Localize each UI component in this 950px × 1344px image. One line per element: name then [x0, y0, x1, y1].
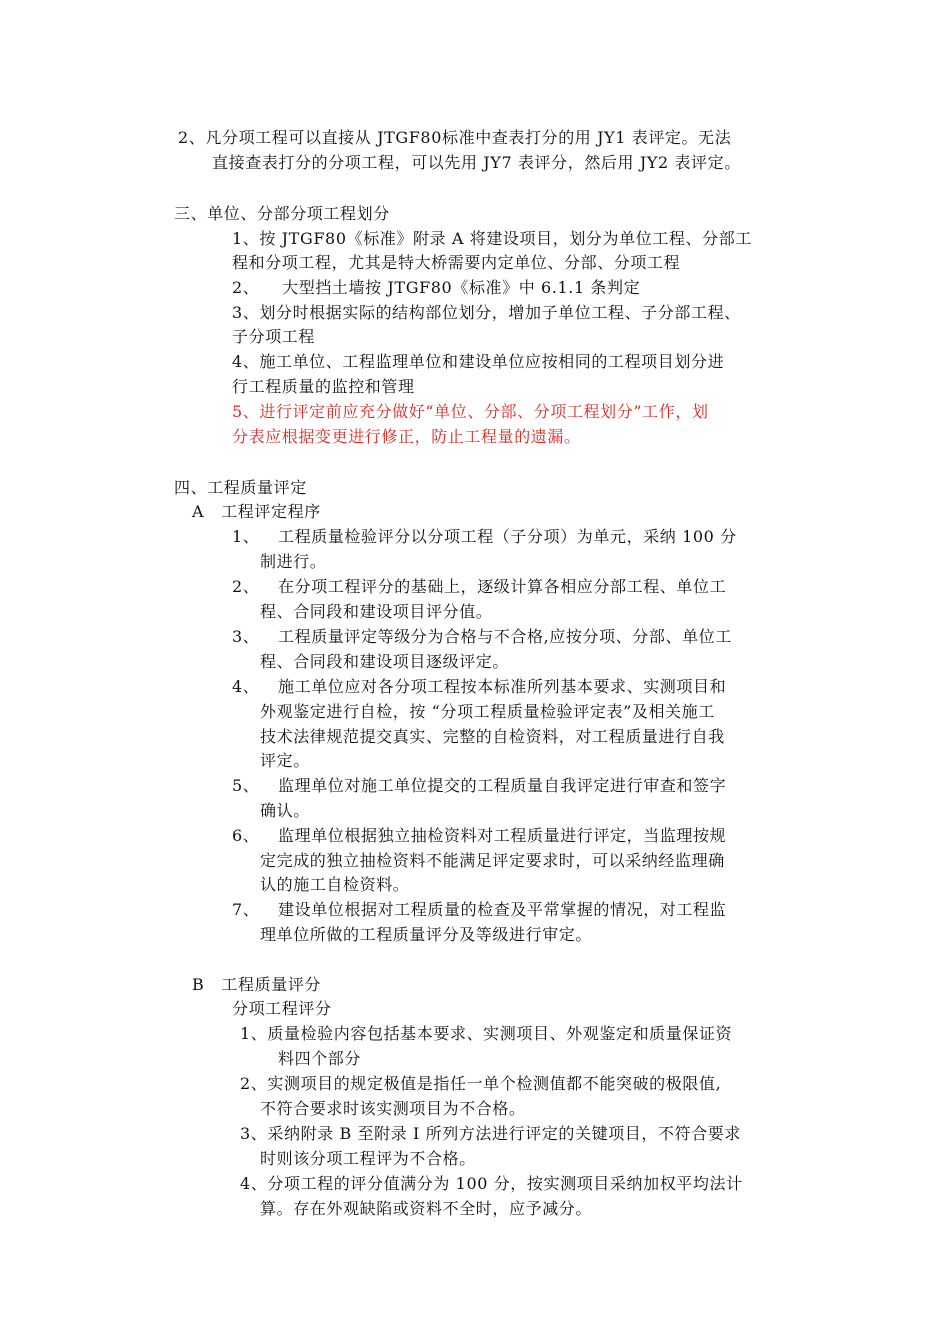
a5-line2: 确认。 [260, 801, 310, 820]
a2-number: 2、 [232, 577, 260, 596]
s3-item3-line2: 子分项工程 [232, 327, 316, 346]
subsection-a-heading: A 工程评定程序 [192, 502, 321, 521]
s2-item2-line1: 2、凡分项工程可以直接从 JTGF80标准中查表打分的用 JY1 表评定。无法 [178, 128, 732, 147]
s3-item1-line2: 程和分项工程，尤其是特大桥需要内定单位、分部、分项工程 [232, 253, 681, 272]
a4-line4: 评定。 [260, 751, 310, 770]
subsection-b-heading: B 工程质量评分 [192, 975, 322, 994]
b3-line1: 3、采纳附录 B 至附录 I 所列方法进行评定的关键项目，不符合要求 [240, 1124, 742, 1143]
s3-item5-line1: 5、进行评定前应充分做好“单位、分部、分项工程划分”工作，划 [232, 402, 709, 421]
a1-line1: 工程质量检验评分以分项工程（子分项）为单元，采纳 100 分 [278, 527, 737, 546]
section4-heading: 四、工程质量评定 [174, 478, 307, 497]
s3-item5-line2: 分表应根据变更进行修正，防止工程量的遗漏。 [232, 427, 581, 446]
b3-line2: 时则该分项工程评为不合格。 [260, 1149, 476, 1168]
s2-item2-line2: 直接查表打分的分项工程，可以先用 JY7 表评分，然后用 JY2 表评定。 [212, 153, 741, 172]
a6-line2: 定完成的独立抽检资料不能满足评定要求时，可以采纳经监理确 [260, 851, 725, 870]
s3-item1-line1: 1、按 JTGF80《标准》附录 A 将建设项目，划分为单位工程、分部工 [232, 229, 752, 248]
s3-item4-line1: 4、施工单位、工程监理单位和建设单位应按相同的工程项目划分进 [232, 352, 725, 371]
a2-line1: 在分项工程评分的基础上，逐级计算各相应分部工程、单位工 [278, 577, 727, 596]
a1-line2: 制进行。 [260, 552, 327, 571]
b1-line2: 料四个部分 [278, 1049, 362, 1068]
a5-number: 5、 [232, 776, 260, 795]
a3-line2: 程、合同段和建设项目逐级评定。 [260, 652, 510, 671]
a7-line1: 建设单位根据对工程质量的检查及平常掌握的情况，对工程监 [278, 900, 727, 919]
a7-line2: 理单位所做的工程质量评分及等级进行审定。 [260, 925, 593, 944]
b2-line1: 2、实测项目的规定极值是指任一单个检测值都不能突破的极限值, [240, 1074, 722, 1093]
a4-line3: 技术法律规范提交真实、完整的自检资料，对工程质量进行自我 [260, 727, 725, 746]
a6-line3: 认的施工自检资料。 [260, 875, 410, 894]
a4-line1: 施工单位应对各分项工程按本标准所列基本要求、实测项目和 [278, 677, 727, 696]
b2-line2: 不符合要求时该实测项目为不合格。 [260, 1099, 526, 1118]
a4-line2: 外观鉴定进行自检，按 “分项工程质量检验评定表”及相关施工 [260, 702, 715, 721]
a2-line2: 程、合同段和建设项目评分值。 [260, 602, 493, 621]
a3-line1: 工程质量评定等级分为合格与不合格,应按分项、分部、单位工 [278, 627, 732, 646]
b1-line1: 1、质量检验内容包括基本要求、实测项目、外观鉴定和质量保证资 [240, 1024, 733, 1043]
s3-item4-line2: 行工程质量的监控和管理 [232, 377, 415, 396]
b4-line2: 算。存在外观缺陷或资料不全时，应予减分。 [260, 1199, 593, 1218]
s3-item3-line1: 3、划分时根据实际的结构部位划分，增加子单位工程、子分部工程、 [232, 303, 741, 322]
a3-number: 3、 [232, 627, 260, 646]
a7-number: 7、 [232, 900, 260, 919]
subsection-b-title: 分项工程评分 [232, 999, 332, 1018]
a5-line1: 监理单位对施工单位提交的工程质量自我评定进行审查和签字 [278, 776, 727, 795]
b4-line1: 4、分项工程的评分值满分为 100 分，按实测项目采纳加权平均法计 [240, 1174, 743, 1193]
section3-heading: 三、单位、分部分项工程划分 [174, 204, 390, 223]
a6-line1: 监理单位根据独立抽检资料对工程质量进行评定，当监理按规 [278, 826, 727, 845]
a1-number: 1、 [232, 527, 260, 546]
s3-item2: 2、 大型挡土墙按 JTGF80《标准》中 6.1.1 条判定 [232, 278, 641, 297]
a4-number: 4、 [232, 677, 260, 696]
a6-number: 6、 [232, 826, 260, 845]
